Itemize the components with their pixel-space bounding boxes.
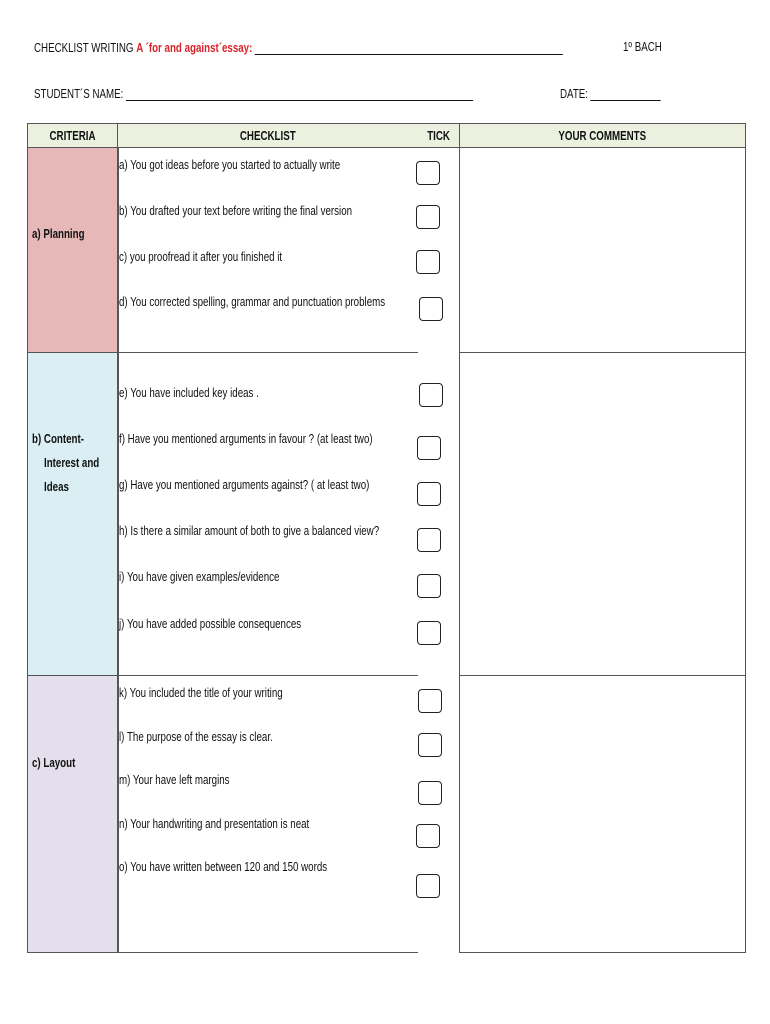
checklist-item-o: o) You have written between 120 and 150 words xyxy=(119,860,328,874)
student-name-line xyxy=(34,86,597,101)
student-name-label: STUDENT´S NAME: xyxy=(34,87,124,101)
date-line xyxy=(560,86,689,101)
date-label: DATE: xyxy=(560,87,588,101)
criteria-cell-content xyxy=(27,353,118,676)
tick-box-g[interactable] xyxy=(417,482,441,506)
tick-box-n[interactable] xyxy=(416,824,440,848)
tick-box-m[interactable] xyxy=(418,781,442,805)
checklist-item-e: e) You have included key ideas . xyxy=(119,386,259,400)
checklist-item-k: k) You included the title of your writing xyxy=(119,686,283,700)
tick-box-e[interactable] xyxy=(419,383,443,407)
student-name-field[interactable] xyxy=(126,86,473,101)
comments-cell-planning[interactable] xyxy=(460,149,745,352)
tick-box-b[interactable] xyxy=(416,205,440,229)
header-checklist: CHECKLIST xyxy=(118,123,418,148)
tick-box-k[interactable] xyxy=(418,689,442,713)
title-prefix: CHECKLIST WRITING xyxy=(34,41,134,55)
criteria-cell-layout xyxy=(27,676,118,953)
tick-box-c[interactable] xyxy=(416,250,440,274)
tick-box-o[interactable] xyxy=(416,874,440,898)
checklist-item-f: f) Have you mentioned arguments in favour ? (at least two) xyxy=(119,432,373,446)
tick-box-i[interactable] xyxy=(417,574,441,598)
comments-cell-content[interactable] xyxy=(460,354,745,675)
checklist-item-g: g) Have you mentioned arguments against? ( at least two) xyxy=(119,478,370,492)
checklist-item-j: j) You have added possible consequences xyxy=(119,617,302,631)
title-highlight: A ´for and against´essay: xyxy=(136,41,253,55)
header-tick: TICK xyxy=(418,123,459,148)
tick-box-h[interactable] xyxy=(417,528,441,552)
tick-box-j[interactable] xyxy=(417,621,441,645)
checklist-item-i: i) You have given examples/evidence xyxy=(119,570,280,584)
checklist-item-b: b) You drafted your text before writing the final version xyxy=(119,204,353,218)
criteria-cell-planning xyxy=(27,148,118,353)
checklist-item-h: h) Is there a similar amount of both to give a balanced view? xyxy=(119,524,380,538)
header-criteria: CRITERIA xyxy=(27,123,118,148)
checklist-item-l: l) The purpose of the essay is clear. xyxy=(119,730,273,744)
date-field[interactable] xyxy=(591,86,661,101)
comments-cell-layout[interactable] xyxy=(460,677,745,952)
checklist-item-n: n) Your handwriting and presentation is neat xyxy=(119,817,310,831)
criteria-label-content-3: Ideas xyxy=(44,480,69,494)
tick-box-l[interactable] xyxy=(418,733,442,757)
criteria-label-planning: a) Planning xyxy=(32,227,85,241)
title-blank-line[interactable] xyxy=(255,40,563,55)
checklist-item-a: a) You got ideas before you started to actually write xyxy=(119,158,341,172)
criteria-label-content-2: Interest and xyxy=(44,456,100,470)
checklist-item-d: d) You corrected spelling, grammar and punctuation problems xyxy=(119,295,386,309)
tick-box-f[interactable] xyxy=(417,436,441,460)
title-line xyxy=(34,40,712,55)
tick-box-a[interactable] xyxy=(416,161,440,185)
level-label: 1º BACH xyxy=(623,40,662,54)
header-comments: YOUR COMMENTS xyxy=(459,123,746,148)
checklist-item-c: c) you proofread it after you finished it xyxy=(119,250,283,264)
criteria-label-content: b) Content- xyxy=(32,432,84,446)
tick-box-d[interactable] xyxy=(419,297,443,321)
criteria-label-layout: c) Layout xyxy=(32,756,76,770)
checklist-item-m: m) Your have left margins xyxy=(119,773,230,787)
